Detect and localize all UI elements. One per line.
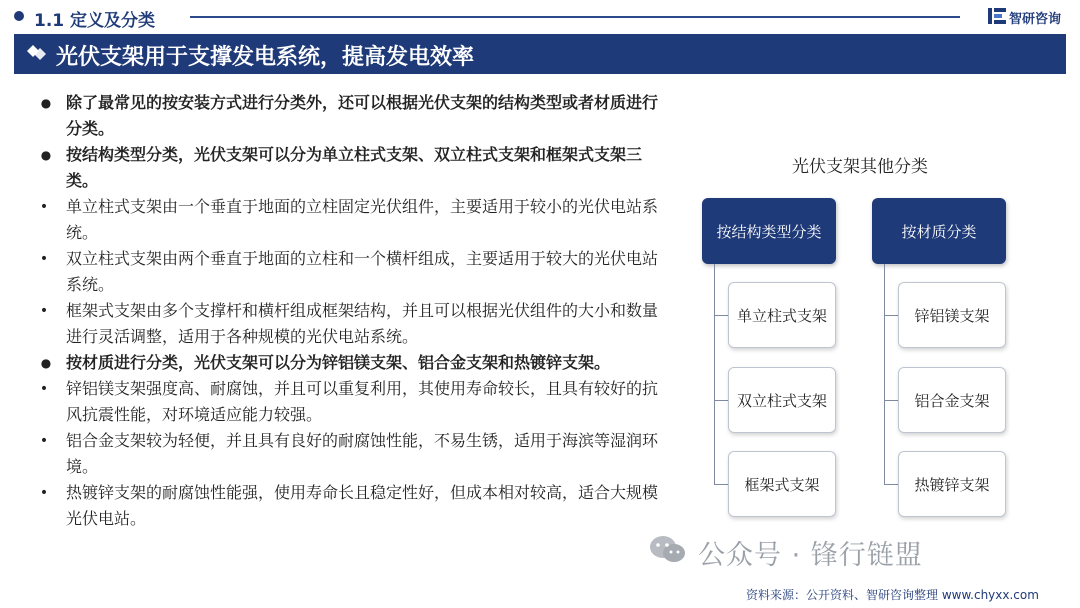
item-zinc-al-mg: 锌铝镁支架 xyxy=(898,282,1006,348)
bullet-dot-icon: ● xyxy=(40,356,52,370)
category-material-box: 按材质分类 xyxy=(872,198,1006,264)
sub-bullet-item xyxy=(30,480,660,532)
bullet-text: 按材质进行分类，光伏支架可以分为锌铝镁支架、铝合金支架和热镀锌支架。 xyxy=(66,353,611,372)
item-double-column: 双立柱式支架 xyxy=(728,367,836,433)
sub-bullet-item xyxy=(30,298,660,350)
bullet-text: 框架式支架由多个支撑杆和横杆组成框架结构，并且可以根据光伏组件的大小和数量进行灵活调整，适用于各种规模的光伏电站系统。 xyxy=(66,301,659,346)
bullet-item xyxy=(30,350,660,376)
watermark-text: 公众号 · 锋行链盟 xyxy=(698,540,923,571)
item-single-column: 单立柱式支架 xyxy=(728,282,836,348)
bullet-text: 铝合金支架较为轻便，并且具有良好的耐腐蚀性能，不易生锈，适用于海滨等湿润环境。 xyxy=(66,431,659,476)
connector-line xyxy=(884,264,885,484)
bullet-item xyxy=(30,142,660,194)
logo-icon xyxy=(988,8,1006,24)
item-aluminum-alloy: 铝合金支架 xyxy=(898,367,1006,433)
connector-line xyxy=(714,315,728,316)
diamond-icon xyxy=(26,43,48,65)
connector-line xyxy=(714,400,728,401)
source-note: 资料来源：公开资料、智研咨询整理 www.chyxx.com xyxy=(746,588,1039,602)
title-banner xyxy=(14,34,1066,74)
connector-line xyxy=(714,484,728,485)
section-dot xyxy=(14,11,24,21)
bullet-text: 单立柱式支架由一个垂直于地面的立柱固定光伏组件，主要适用于较小的光伏电站系统。 xyxy=(66,197,659,242)
bullet-text: 除了最常见的按安装方式进行分类外，还可以根据光伏支架的结构类型或者材质进行分类。 xyxy=(66,93,659,138)
brand-logo xyxy=(988,6,1074,26)
sub-bullet-item xyxy=(30,194,660,246)
bullet-text: 热镀锌支架的耐腐蚀性能强，使用寿命长且稳定性好，但成本相对较高，适合大规模光伏电站。 xyxy=(66,483,659,528)
item-hot-dip-galvanized: 热镀锌支架 xyxy=(898,451,1006,517)
connector-line xyxy=(884,315,898,316)
bullet-text: 双立柱式支架由两个垂直于地面的立柱和一个横杆组成，主要适用于较大的光伏电站系统。 xyxy=(66,249,659,294)
section-heading: 1.1 定义及分类 xyxy=(34,11,156,31)
bullet-text: 锌铝镁支架强度高、耐腐蚀，并且可以重复利用，其使用寿命较长，且具有较好的抗风抗震性能，对环境适应能力较强。 xyxy=(66,379,659,424)
connector-line xyxy=(714,264,715,484)
small-bullet-icon: • xyxy=(39,485,49,501)
sub-bullet-item xyxy=(30,376,660,428)
item-frame: 框架式支架 xyxy=(728,451,836,517)
connector-line xyxy=(884,484,898,485)
diagram-title: 光伏支架其他分类 xyxy=(792,157,928,177)
page-title: 光伏支架用于支撑发电系统，提高发电效率 xyxy=(56,45,475,70)
small-bullet-icon: • xyxy=(39,199,49,215)
small-bullet-icon: • xyxy=(39,381,49,397)
wechat-watermark xyxy=(648,532,1048,571)
sub-bullet-item xyxy=(30,246,660,298)
small-bullet-icon: • xyxy=(39,251,49,267)
bullet-list xyxy=(30,90,660,532)
bullet-dot-icon: ● xyxy=(40,148,52,162)
header-rule xyxy=(190,16,960,18)
small-bullet-icon: • xyxy=(39,433,49,449)
small-bullet-icon: • xyxy=(39,303,49,319)
bullet-dot-icon: ● xyxy=(40,96,52,110)
connector-line xyxy=(884,400,898,401)
wechat-icon xyxy=(648,534,688,566)
sub-bullet-item xyxy=(30,428,660,480)
category-structure-box: 按结构类型分类 xyxy=(702,198,836,264)
classification-diagram xyxy=(690,140,1030,530)
bullet-item xyxy=(30,90,660,142)
top-bar xyxy=(0,0,1080,34)
logo-text: 智研咨询 xyxy=(1009,12,1062,27)
bullet-text: 按结构类型分类，光伏支架可以分为单立柱式支架、双立柱式支架和框架式支架三类。 xyxy=(66,145,643,190)
